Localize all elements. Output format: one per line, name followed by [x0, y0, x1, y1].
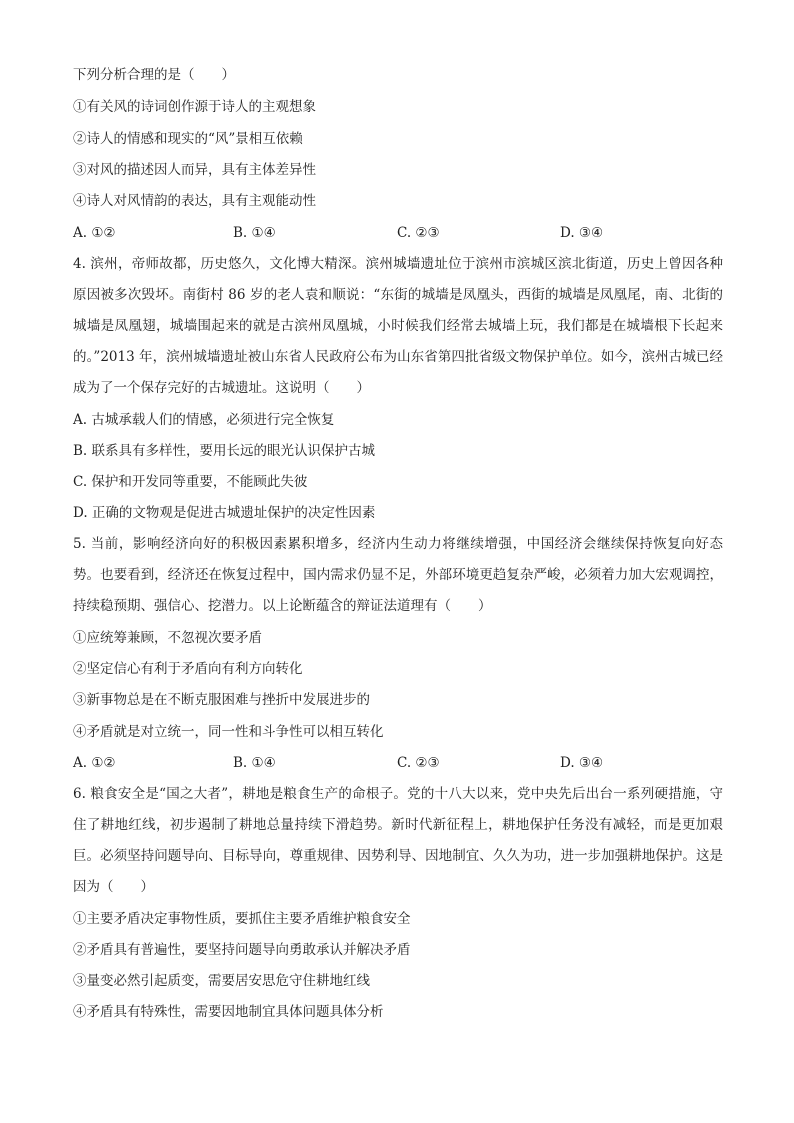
q5-stem: 5. 当前，影响经济向好的积极因素累积增多，经济内生动力将继续增强，中国经济会继续保持恢复向好态势。也要看到，经济还在恢复过程中，国内需求仍显不足，外部环境更趋复杂严峻，必须着力加大宏观调控，持续稳预期、强信心、挖潜力。以上论断蕴含的辩证法道理有（ ） [73, 536, 723, 614]
q5-item-1: ①应统筹兼顾，不忽视次要矛盾 [73, 630, 262, 646]
q3-item-3: ③对风的描述因人而异，具有主体差异性 [73, 162, 316, 178]
q3-stem-tail: 下列分析合理的是（ ） [73, 67, 235, 83]
q3-option-a[interactable]: A. ①② [73, 225, 116, 241]
q3-item-4: ④诗人对风情韵的表达，具有主观能动性 [73, 193, 316, 209]
q3-option-b[interactable]: B. ①④ [233, 225, 276, 241]
q6-item-1: ①主要矛盾决定事物性质，要抓住主要矛盾维护粮食安全 [73, 911, 411, 927]
q6-item-4: ④矛盾具有特殊性，需要因地制宜具体问题具体分析 [73, 1004, 384, 1020]
q4-stem: 4. 滨州，帝师故都，历史悠久，文化博大精深。滨州城墙遗址位于滨州市滨城区滨北街道，历史上曾因各种原因被多次毁坏。南街村 86 岁的老人袁和顺说：“东街的城墙是凤凰头，西街的城墙是凤凰尾，南、北街的城墙是凤凰翅，城墙围起来的就是古滨州凤凰城，小时候我们经常去城墙上玩，我们都是在城墙根下长起来的。”2013 年，滨州城墙遗址被山东省人民政府公布为山东省第四批省级文物保护单位。如今，滨州古城已经成为了一个保存完好的古城遗址。这说明（ ） [73, 256, 723, 396]
q5-option-a[interactable]: A. ①② [73, 755, 116, 771]
q5-item-2: ②坚定信心有利于矛盾向有利方向转化 [73, 661, 303, 677]
q5-option-c[interactable]: C. ②③ [397, 755, 440, 771]
q3-option-c[interactable]: C. ②③ [397, 225, 440, 241]
q4-option-c[interactable]: C. 保护和开发同等重要，不能顾此失彼 [73, 474, 308, 490]
q3-item-1: ①有关风的诗词创作源于诗人的主观想象 [73, 99, 316, 115]
q6-item-3: ③量变必然引起质变，需要居安思危守住耕地红线 [73, 973, 370, 989]
q4-option-b[interactable]: B. 联系具有多样性，要用长远的眼光认识保护古城 [73, 443, 376, 459]
q4-option-d[interactable]: D. 正确的文物观是促进古城遗址保护的决定性因素 [73, 505, 376, 521]
q5-option-d[interactable]: D. ③④ [560, 755, 604, 771]
q5-item-4: ④矛盾就是对立统一，同一性和斗争性可以相互转化 [73, 724, 384, 740]
q5-item-3: ③新事物总是在不断克服困难与挫折中发展进步的 [73, 692, 370, 708]
q5-option-b[interactable]: B. ①④ [233, 755, 276, 771]
q6-item-2: ②矛盾具有普遍性，要坚持问题导向勇敢承认并解决矛盾 [73, 942, 411, 958]
q3-item-2: ②诗人的情感和现实的“风”景相互依赖 [73, 131, 303, 147]
q6-stem: 6. 粮食安全是“国之大者”，耕地是粮食生产的命根子。党的十八大以来，党中央先后出台一系列硬措施，守住了耕地红线，初步遏制了耕地总量持续下滑趋势。新时代新征程上，耕地保护任务没有减轻，而是更加艰巨。必须坚持问题导向、目标导向，尊重规律、因势利导、因地制宜、久久为功，进一步加强耕地保护。这是因为（ ） [73, 786, 723, 895]
q3-option-d[interactable]: D. ③④ [560, 225, 604, 241]
q3-options [73, 223, 723, 243]
q4-option-a[interactable]: A. 古城承载人们的情感，必须进行完全恢复 [73, 412, 335, 428]
q5-options [73, 753, 723, 773]
